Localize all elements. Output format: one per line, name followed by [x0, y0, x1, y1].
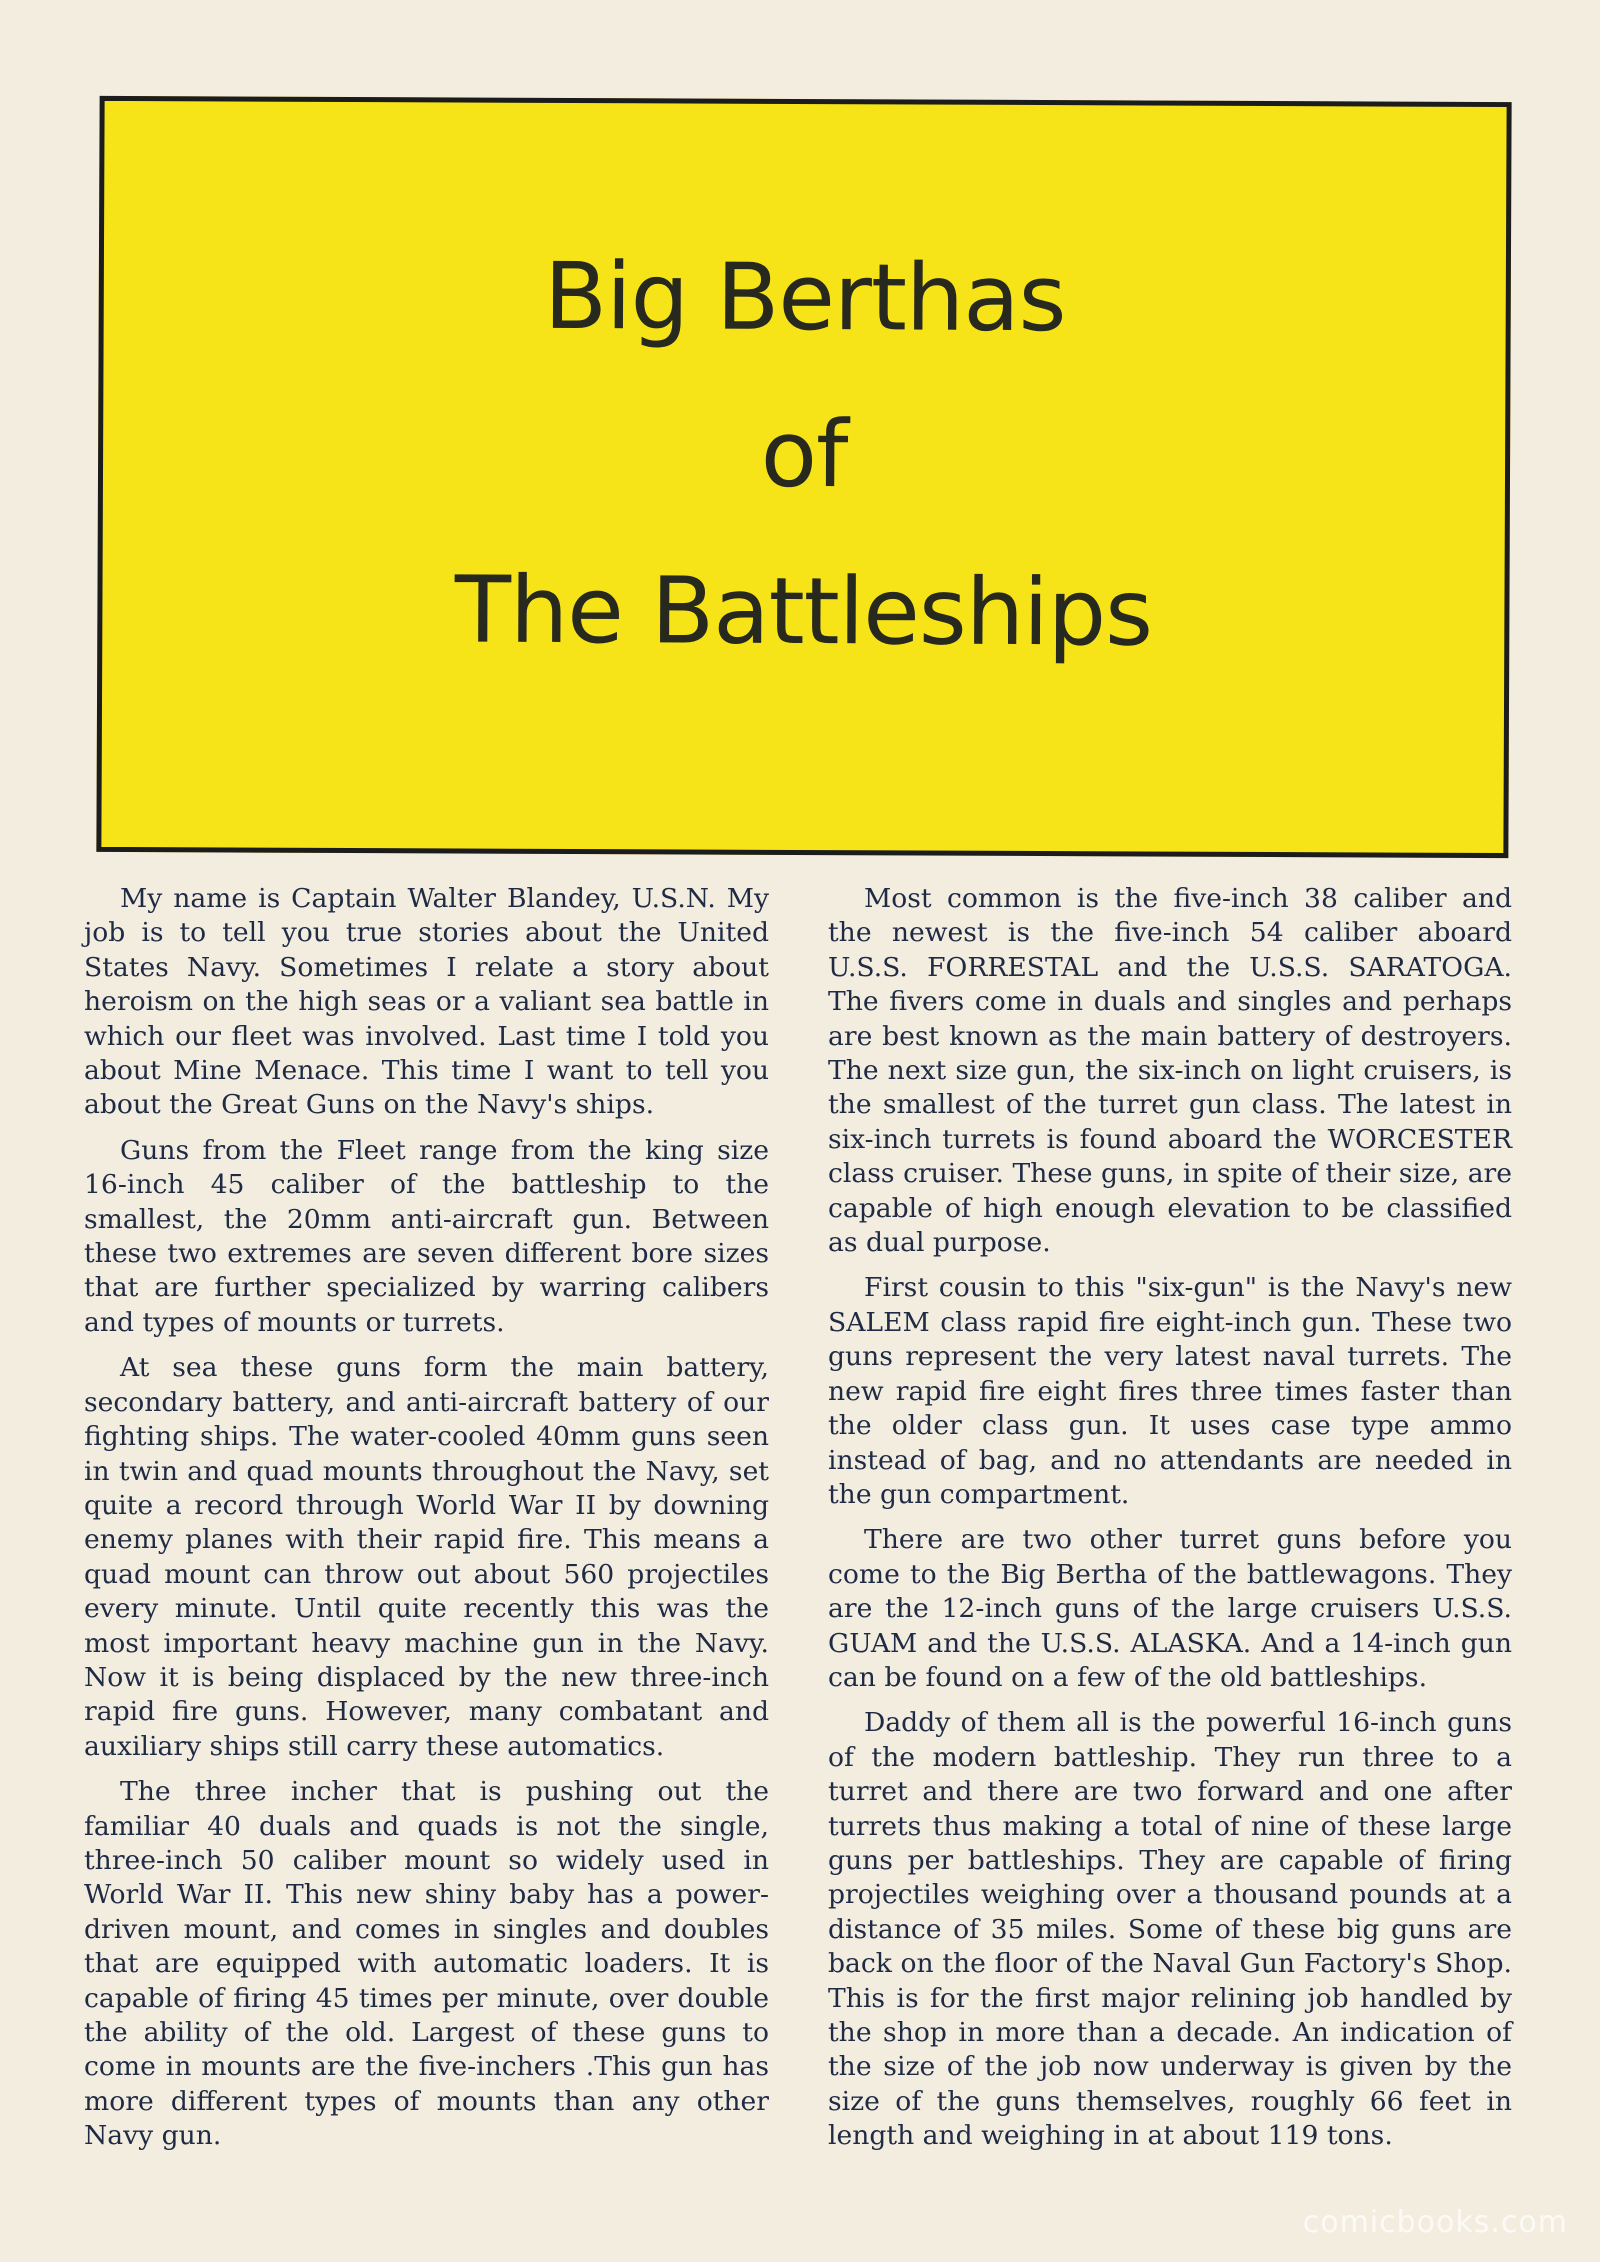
paragraph: Most common is the five-inch 38 caliber and the newest is the five-inch 54 caliber aboard U.S.S. FORRESTAL and the U.S.S. SARATOGA. The fivers come in duals and singles and perhaps are best known as the main battery of destroyers. The next size gun, the six-inch on light cruisers, is the smallest of the turret gun class. The latest in six-inch turrets is found aboard the WORCESTER class cruiser. These guns, in spite of their size, are capable of high enough elevation to be classified as dual purpose. [828, 883, 1512, 1259]
title-panel [96, 96, 1511, 858]
left-text-column [84, 882, 769, 2165]
right-text-column [828, 882, 1512, 2165]
watermark: comicbooks.com [1302, 2205, 1568, 2240]
paragraph: My name is Captain Walter Blandey, U.S.N. My job is to tell you true stories about the United States Navy. Sometimes I relate a story about heroism on the high seas or a valiant sea battle in which our fleet was involved. Last time I told you about Mine Menace. This time I want to tell you about the Great Guns on the Navy's ships. [84, 883, 769, 1121]
title-line-3: The Battleships [454, 556, 1153, 667]
title-line-2: of [760, 400, 848, 509]
title-line-1: Big Berthas [543, 242, 1066, 353]
paragraph: At sea these guns form the main battery, secondary battery, and anti-aircraft battery of our fighting ships. The water-cooled 40mm guns seen in twin and quad mounts throughout the Navy, set quite a record through World War II by downing enemy planes with their rapid fire. This means a quad mount can throw out about 560 projectiles every minute. Until quite recently this was the most important heavy machine gun in the Navy. Now it is being displaced by the new three-inch rapid fire guns. However, many combatant and auxiliary ships still carry these automatics. [84, 1352, 769, 1762]
paragraph: First cousin to this "six-gun" is the Navy's new SALEM class rapid fire eight-inch gun. These two guns represent the very latest naval turrets. The new rapid fire eight fires three times faster than the older class gun. It uses case type ammo instead of bag, and no attendants are needed in the gun compartment. [828, 1272, 1512, 1510]
paragraph: Daddy of them all is the powerful 16-inch guns of the modern battleship. They run three to a turret and there are two forward and one after turrets thus making a total of nine of these large guns per battleships. They are capable of firing projectiles weighing over a thousand pounds at a distance of 35 miles. Some of these big guns are back on the floor of the Naval Gun Factory's Shop. This is for the first major relining job handled by the shop in more than a decade. An indication of the size of the job now underway is given by the size of the guns themselves, roughly 66 feet in length and weighing in at about 119 tons. [828, 1707, 1512, 2152]
paragraph: The three incher that is pushing out the familiar 40 duals and quads is not the single, three-inch 50 caliber mount so widely used in World War II. This new shiny baby has a power-driven mount, and comes in singles and doubles that are equipped with automatic loaders. It is capable of firing 45 times per minute, over double the ability of the old. Largest of these guns to come in mounts are the five-inchers .This gun has more different types of mounts than any other Navy gun. [84, 1776, 769, 2152]
paragraph: There are two other turret guns before you come to the Big Bertha of the battlewagons. They are the 12-inch guns of the large cruisers U.S.S. GUAM and the U.S.S. ALASKA. And a 14-inch gun can be found on a few of the old battleships. [828, 1524, 1512, 1693]
paragraph: Guns from the Fleet range from the king size 16-inch 45 caliber of the battleship to the smallest, the 20mm anti-aircraft gun. Between these two extremes are seven different bore sizes that are further specialized by warring calibers and types of mounts or turrets. [84, 1134, 769, 1338]
